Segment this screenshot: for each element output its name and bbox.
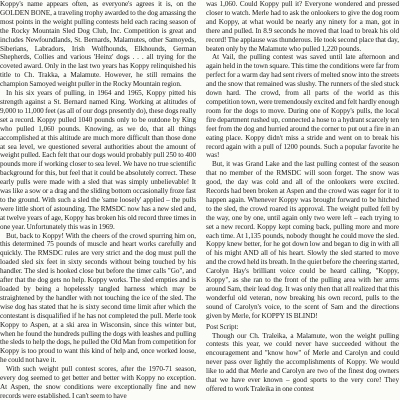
right-column	[206, 0, 399, 400]
right-paragraph-2: At Vail, the pulling contest was saved until late afternoon and again held in the town square. This time the conditions were far from perfect for a warm day had sent rivers of melted snow into the streets and the snow that remained was slushy. The runners of the sled stuck down hard. The crowd, from all parts of the world as this competition town, were tremendously excited and felt hardly enough room for the dogs to move. During one of Koppy's pulls, the local fire department rushed up, connected a hose to a hydrant scarcely ten feet from the dog and hurried around the corner to put out a fire in an eating place. Koppy didn't miss a stride and went on to break his record again with a pull of 1200 pounds. Such a popular favorite he was!	[206, 53, 399, 160]
left-paragraph-1: Koppy's name appears often, as everyone's agrees it is, on the GOLDEN BONE, a traveling trophy awarded to the dog amassing the most points in the weight pulling contests held each racing season of the Rocky Mountain Sled Dog Club, Inc. Competition is great and includes Newfoundlands, St. Bernards, Malamutes, other Samoyeds, Siberians, Labradors, Irish Wolfhounds, Elkhounds, German Shepherds, Collies and various 'Heinz' dogs . . . all trying for the coveted award. Only in the last two years has Koppy relinquished his title to Ch. Trakka, a Malamute. However, he still remains the champion Samoyed weight puller in the Rocky Mountain region.	[0, 0, 196, 89]
right-paragraph-3: But, it was Grand Lake and the last pulling contest of the season that no member of the RMSDC will soon forget. The snow was good, the day was cold and all of the onlookers were excited. Records had been broken at Aspen and the crowd was eager for it to happen again. Whenever Koppy was brought forward to be hitched to the sled, the crowd roared its approval. The weight pulled fell by the way, one by one, until again only two were left – each trying to set a new record. Koppy kept coming back, pulling more and more each time. At 1,135 pounds, nobody thought he could move the sled. Koppy knew better, for he got down low and began to dig in with all of his might AND all of his heart. Slowly the sled started to move and the crowd held its breath. In the quiet before the cheering started, Carolyn Hay's brilliant voice could be heard calling, "Koppy, Koppy", as she ran to the front of the pulling area with her arms around Sam, their lead dog. It was only then that all realized that this wonderful old veteran, now breaking his own record, pulls to the sound of Carolyn's voice, to the scent of Sam and the directions given by Merle, for KOPPY IS BLIND!	[206, 160, 399, 320]
left-paragraph-3: But, back to Koppy! With the cheers of the crowd spurring him on, this determined 75 pounds of muscle and heart works carefully and quickly. The RMSDC rules are very strict and the dog must pull the loaded sled six feet in sixty seconds without being touched by his handler. The sled is hooked close but before the timer calls "Go", and after that the dog gets no help. Koppy works. The sled empties and is loaded by being a hopelessly tangled harness which may be straightened by the handler with not touching the ice of the sled. The wise dog has stated that he is sixty second time limit after which the contestant is disqualified if he has not completed the pull. Merle took Koppy to Aspen, at a ski area in Wisconsin, since this winter but, when he found the hundreds pulling the dogs with leashes and pulling the sleds to help the dogs, he pulled the Old Man from competition for Koppy is too proud to want this kind of help and, once worked loose, he could not have it.	[0, 231, 196, 365]
left-paragraph-2: In his six years of pulling, in 1964 and 1965, Koppy pitted his strength against a St. Bernard named King. Working at altitudes of 9,000 to 11,000 feet (as all of our dogs presently do), these dogs really set a record. Koppy pulled 1040 pounds only to be outdone by King who pulled 1,060 pounds. Knowing, as we do, that all things accomplished at this altitude are much more difficult than those done at sea level, we questioned several authorities about the amount of weight pulled. Each felt that our dogs would probably pull 250 to 400 pounds more if working closer to sea level. We have no true scientific background for this, but feel that it could be absolutely correct. These early pulls were made with a sled that was simply unbelievable! It was like a sow or a drag and the sliding bottom occasionally froze fast to the ground. With such a sled the 'same loosely' applied – the pulls were little short of astounding. The RMSDC now has a new sled and, at twelve years of age, Koppy has broken his old record three times in one year. Unfortunately this was in 1969.	[0, 89, 196, 231]
right-paragraph-5: Though our Ch. Traleika, a Malamute, won the weight pulling contests this year, we could never have succeeded without the encouragement and "know how" of Merle and Carolyn and could never pass over lightly the accomplishments of Koppy. We would like to add that Merle and Carolyn are two of the finest dog owners that we have ever known – good sports to the very core! They offered to work Traleika in one contest	[206, 331, 399, 393]
left-paragraph-4: With such weight pull contest scores, after the 1970-71 season, every dog seemed to get better and better with Koppy no exception. At Aspen, the snow conditions were exceptionally fine and new records were established. I can't seem to have	[0, 365, 196, 400]
right-paragraph-1: was 1,060. Could Koppy pull it? Everyone wondered and pressed closer to watch. Merle had to ask the onlookers to give the dog room and Koppy, at what would be nearly any ninety for a man, got in there and pulled. In 8.9 seconds he moved that load to break his old record! The applause was thunderous. He took second place that day, beaten only by the Malamute who pulled 1,220 pounds.	[206, 0, 399, 53]
post-script-heading: Post Script:	[206, 322, 239, 331]
left-column	[0, 0, 196, 400]
